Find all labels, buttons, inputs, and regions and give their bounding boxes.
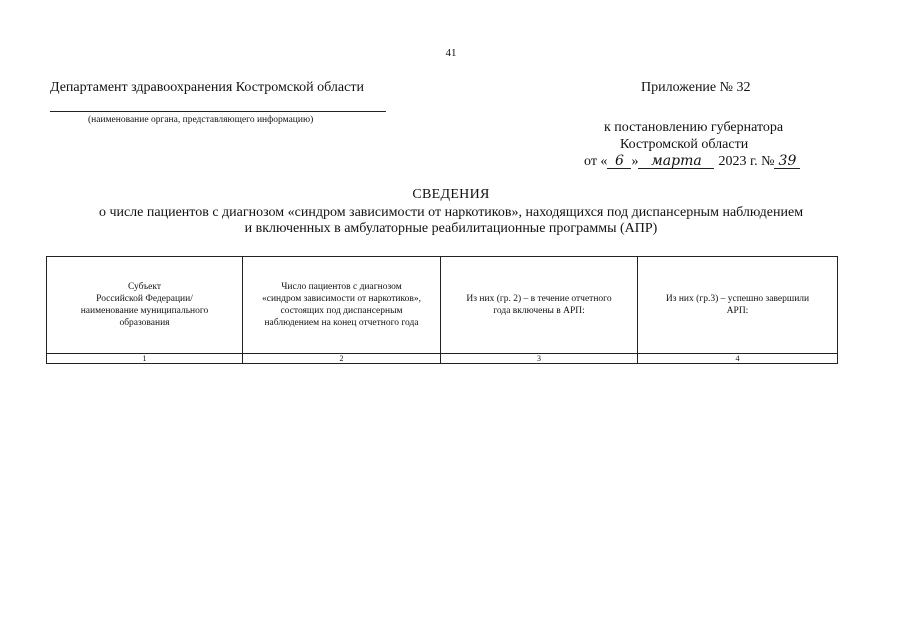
report-table xyxy=(46,256,838,364)
column-number: 1 xyxy=(47,354,243,364)
decree-prefix: от « xyxy=(584,154,608,169)
header-completed-arp: Из них (гр.3) – успешно завершили АРП: xyxy=(638,257,838,354)
column-number: 3 xyxy=(441,354,638,364)
column-number: 4 xyxy=(638,354,838,364)
table-header-row xyxy=(47,257,838,354)
decree-line-1: к постановлению губернатора xyxy=(604,120,784,135)
document-title: СВЕДЕНИЯ xyxy=(412,187,490,202)
decree-number-handwritten: 39 xyxy=(774,154,800,169)
table-column-numbers-row xyxy=(47,354,838,364)
header-subject: Субъект Российской Федерации/ наименование муниципального образования xyxy=(47,257,243,354)
appendix-label: Приложение № 32 xyxy=(641,80,751,95)
column-number: 2 xyxy=(243,354,441,364)
decree-mid: » xyxy=(631,154,639,169)
organization-caption: (наименование органа, представляющего информацию) xyxy=(88,115,314,125)
decree-date-line xyxy=(584,154,800,170)
organization-name: Департамент здравоохранения Костромской области xyxy=(50,80,364,95)
header-patients-count: Число пациентов с диагнозом «синдром зависимости от наркотиков», состоящих под диспансерным наблюдением на конец отчетного года xyxy=(243,257,441,354)
document-subtitle-line-2: и включенных в амбулаторные реабилитационные программы (АПР) xyxy=(244,221,658,236)
decree-line-2: Костромской области xyxy=(620,137,749,152)
decree-year: 2023 г. № xyxy=(718,154,775,169)
header-included-arp: Из них (гр. 2) – в течение отчетного года включены в АРП: xyxy=(441,257,638,354)
organization-underline xyxy=(50,111,386,112)
decree-month-handwritten: марта xyxy=(638,154,714,169)
document-subtitle-line-1: о числе пациентов с диагнозом «синдром зависимости от наркотиков», находящихся под диспансерным наблюдением xyxy=(98,205,804,220)
decree-day-handwritten: 6 xyxy=(607,154,631,169)
page-number: 41 xyxy=(445,47,457,59)
